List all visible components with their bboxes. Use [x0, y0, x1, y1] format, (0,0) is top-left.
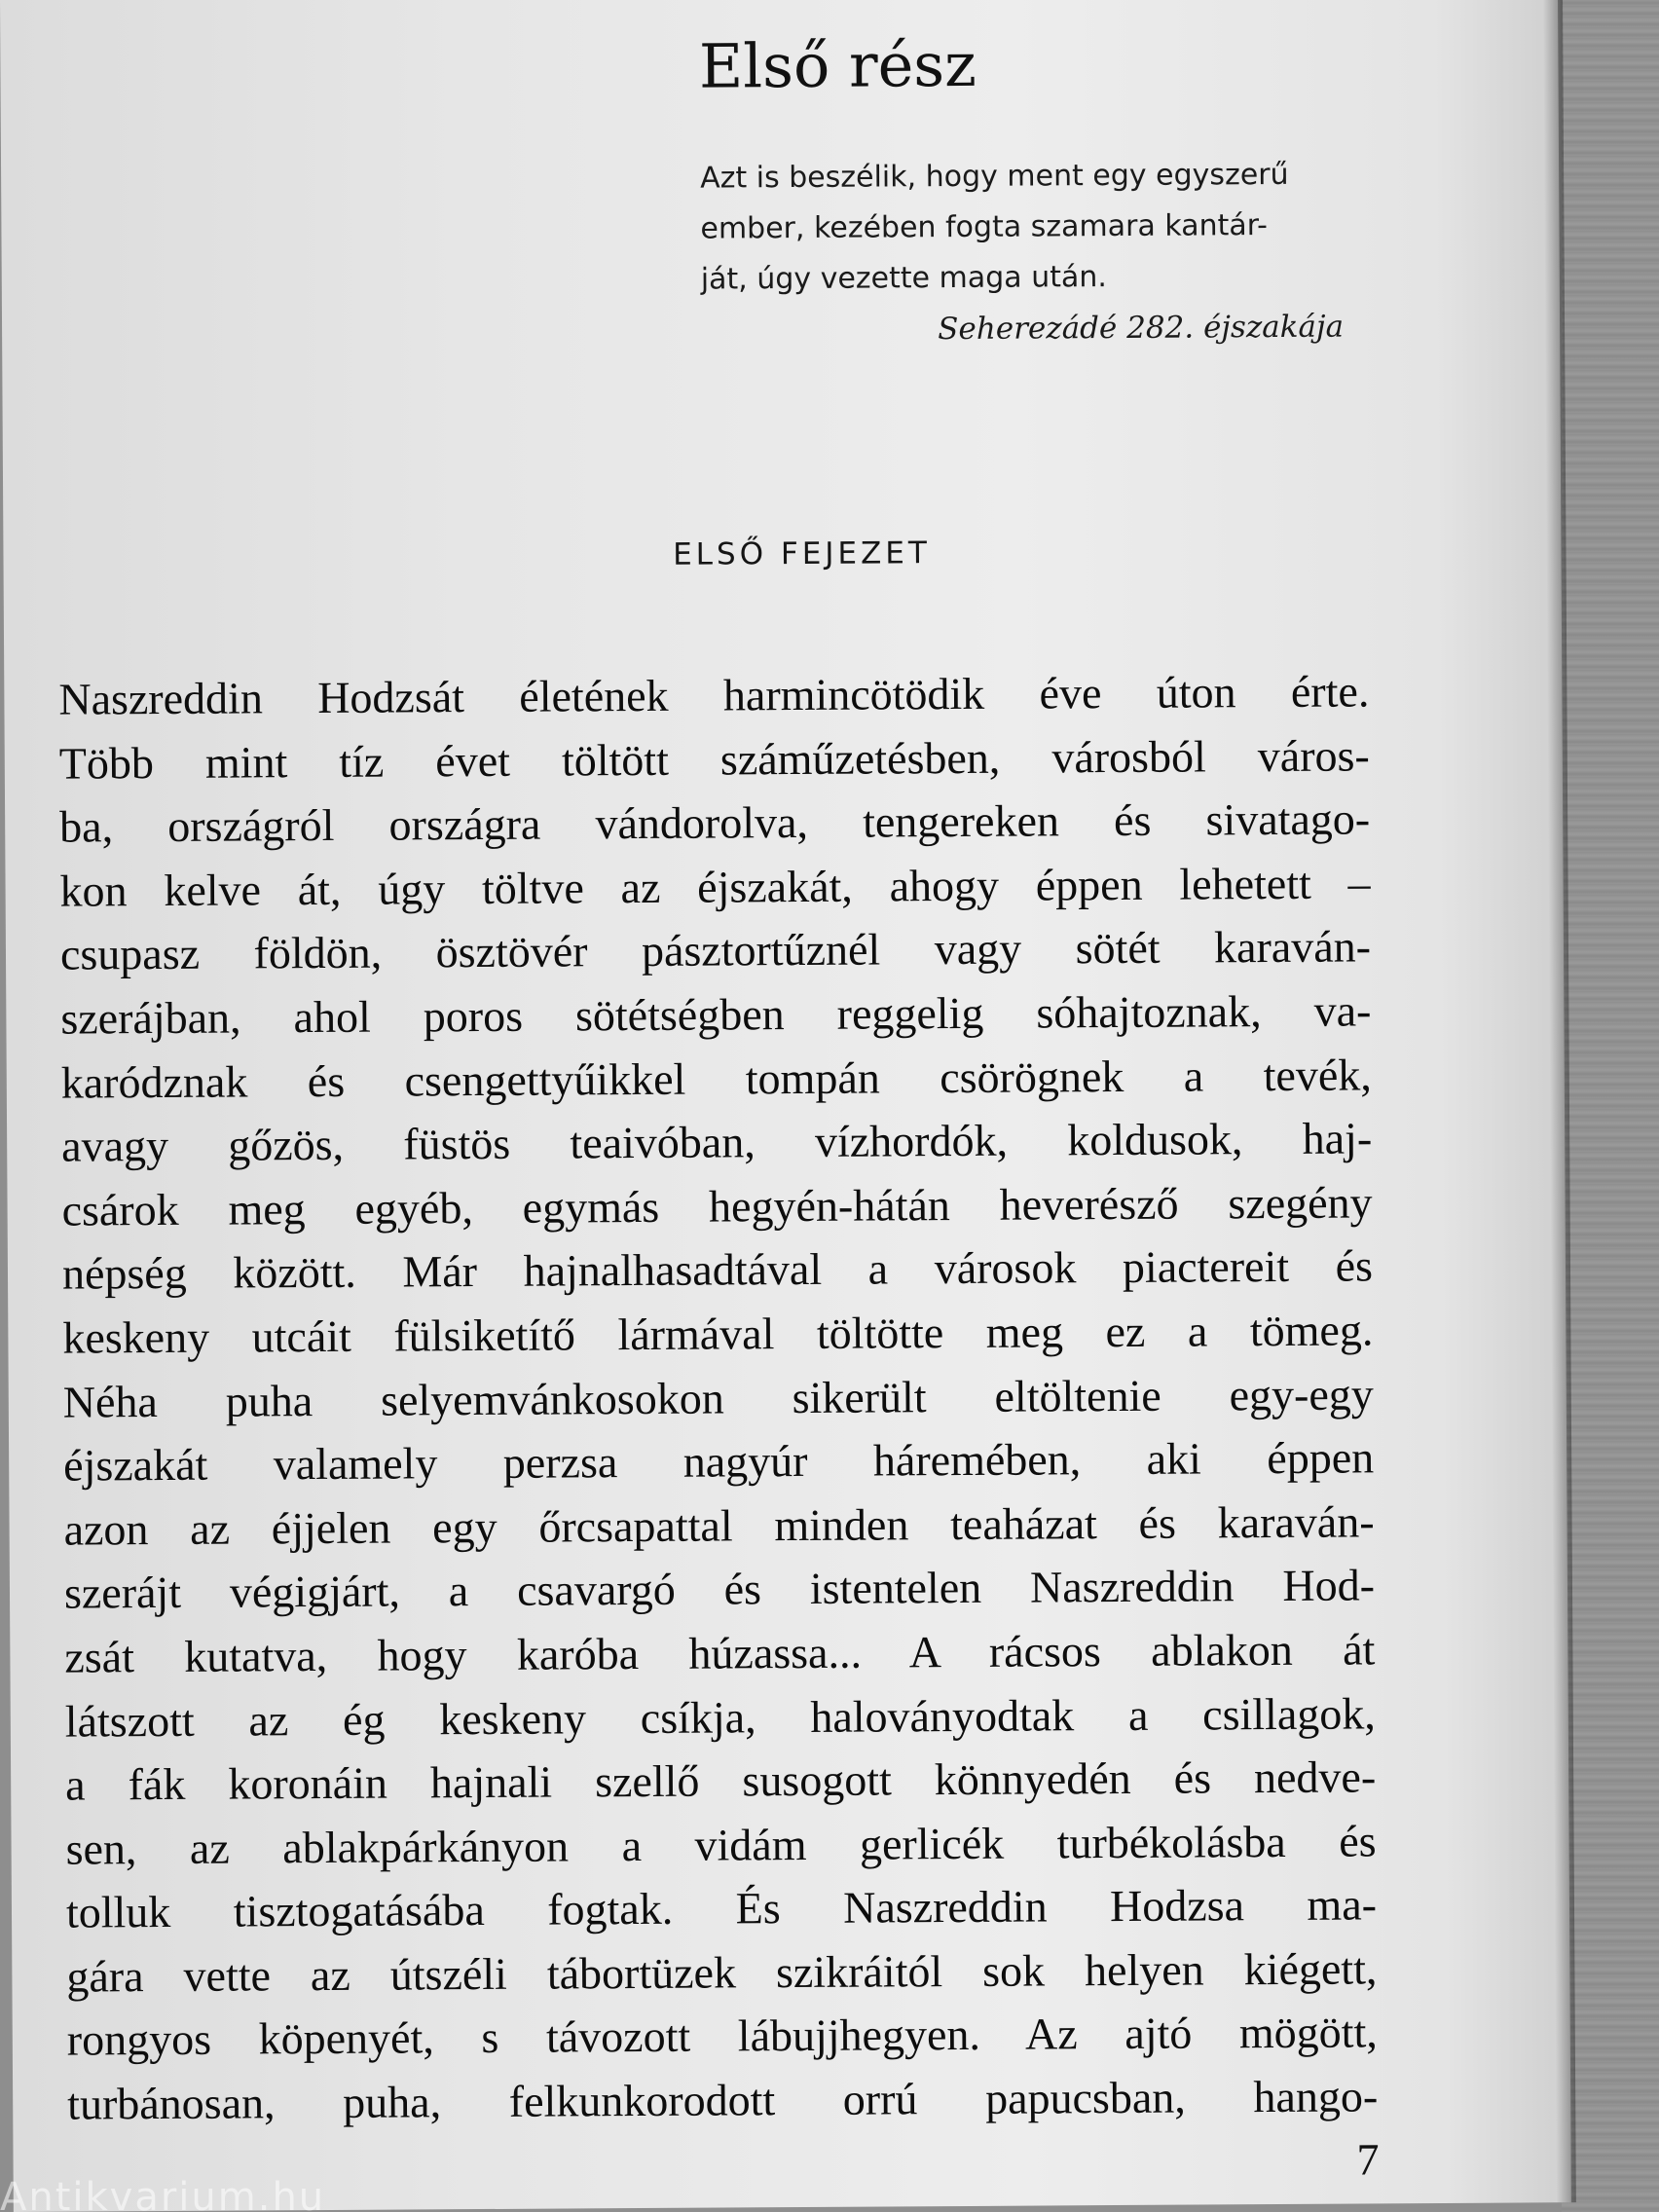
text-line: keskeny utcáit fülsiketítő lármával töltötte meg ez a tömeg.: [62, 1305, 1374, 1363]
text-line: Több mint tíz évet töltött száműzetésben, városból város-: [58, 730, 1370, 789]
text-line: sen, az ablakpárkányon a vidám gerlicék turbékolásba és: [65, 1816, 1377, 1874]
text-line: látszott az ég keskeny csíkja, haloványodtak a csillagok,: [64, 1687, 1376, 1747]
text-line: rongyos köpenyét, s távozott lábujjhegyen. Az ajtó mögött,: [66, 2007, 1378, 2066]
text-line: népség között. Már hajnalhasadtával a városok piactereit és: [61, 1240, 1374, 1299]
text-line: a fák koronáin hajnali szellő susogott könnyedén és nedve-: [65, 1751, 1377, 1810]
text-line: azon az éjjelen egy őrcsapattal minden teaházat és karaván-: [63, 1496, 1375, 1555]
text-line: csupasz földön, ösztövér pásztortűznél vagy sötét karaván-: [59, 921, 1372, 980]
page-number: 7: [1356, 2134, 1380, 2185]
epigraph-line: Azt is beszélik, hogy ment egy egyszerű: [700, 157, 1289, 196]
text-line: szerájban, ahol poros sötétségben reggelig sóhajtoznak, va-: [60, 985, 1372, 1044]
text-line: turbánosan, puha, felkunkorodott orrú papucsban, hango-: [67, 2071, 1379, 2129]
epigraph-source: Seherezádé 282. éjszakája: [938, 309, 1345, 348]
watermark: Antikvarium.hu: [0, 2175, 326, 2212]
text-line: Naszreddin Hodzsát életének harmincötödik éve úton érte.: [58, 666, 1370, 724]
text-line: zsát kutatva, hogy karóba húzassa... A rácsos ablakon át: [64, 1624, 1376, 1682]
text-line: tolluk tisztogatásába fogtak. És Naszreddin Hodzsa ma-: [65, 1879, 1378, 1937]
epigraph-line: ját, úgy vezette maga után.: [700, 260, 1107, 297]
text-line: ba, országról országra vándorolva, tengereken és sivatago-: [59, 793, 1371, 852]
text-line: csárok meg egyéb, egymás hegyén-hátán heverésző szegény: [61, 1177, 1373, 1235]
epigraph: [700, 150, 1353, 356]
adjacent-page-edge: [1562, 0, 1659, 2212]
text-line: gára vette az útszéli tábortüzek szikráitól sok helyen kiégett,: [66, 1943, 1378, 2002]
body-text: [58, 659, 1378, 2136]
text-line: kon kelve át, úgy töltve az éjszakát, ahogy éppen lehetett –: [59, 858, 1371, 916]
text-line: Néha puha selyemvánkosokon sikerült eltöltenie egy-egy: [62, 1368, 1374, 1427]
part-title: Első rész: [698, 28, 977, 102]
chapter-title: ELSŐ FEJEZET: [673, 535, 931, 572]
epigraph-line: ember, kezében fogta szamara kantár-: [700, 208, 1269, 246]
text-line: avagy gőzös, füstös teaivóban, vízhordók, koldusok, haj-: [61, 1113, 1373, 1171]
text-line: karódznak és csengettyűikkel tompán csörögnek a tevék,: [60, 1049, 1372, 1108]
text-line: éjszakát valamely perzsa nagyúr háremében, aki éppen: [63, 1432, 1375, 1491]
text-line: szerájt végigjárt, a csavargó és istentelen Naszreddin Hod-: [63, 1560, 1376, 1618]
